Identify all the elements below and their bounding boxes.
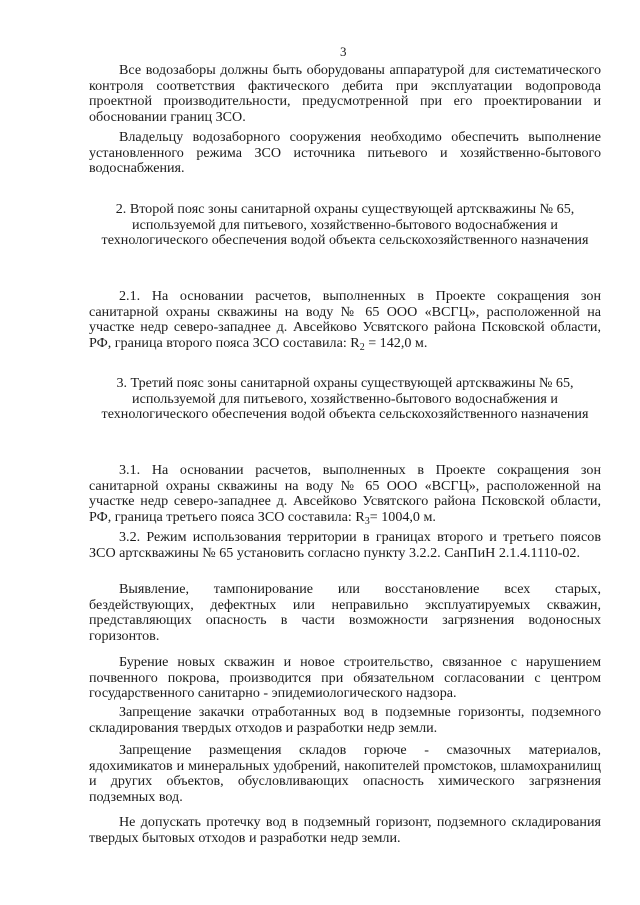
paragraph-2-1-text: 2.1. На основании расчетов, выполненных в Проекте сокращения зон санитарной охраны скважины на воду № 65 ООО «ВСГЦ», расположенной на участке недр северо-западнее д. Авсейково Усвятского района Псковской области, РФ, граница второго пояса ЗСО составила: R [89, 288, 601, 351]
paragraph-water-intake-equipment: Все водозаборы должны быть оборудованы аппаратурой для систематического контроля соответствия фактического дебита при эксплуатации водопровода проектной производительности, предусмотренной при его проектировании и обосновании границ ЗСО. [89, 62, 601, 125]
paragraph-3-1-third-belt-boundary [89, 463, 601, 525]
paragraph-2-1-second-belt-boundary [89, 289, 601, 351]
paragraph-3-1-text: 3.1. На основании расчетов, выполненных в Проекте сокращения зон санитарной охраны скважины на воду № 65 ООО «ВСГЦ», расположенной на участке недр северо-западнее д. Авсейково Усвятского района Псковской области, РФ, граница третьего пояса ЗСО составила: R [89, 462, 601, 525]
paragraph-ban-storage: Запрещение размещения складов горюче - смазочных материалов, ядохимикатов и минеральных удобрений, накопителей промстоков, шламохранилищ и других объектов, обусловливающих опасность химического загрязнения подземных вод. [89, 742, 601, 805]
paragraph-new-drilling: Бурение новых скважин и новое строительство, связанное с нарушением почвенного покрова, производится при обязательном согласовании с центром государственного санитарно - эпидемиологического надзора. [89, 654, 601, 702]
radius-value-3: = 1004,0 м. [369, 508, 436, 525]
paragraph-ban-injection: Запрещение закачки отработанных вод в подземные горизонты, подземного складирования твердых отходов и разработки недр земли. [89, 704, 601, 736]
paragraph-detect-wells: Выявление, тампонирование или восстановление всех старых, бездействующих, дефектных или неправильно эксплуатируемых скважин, представляющих опасность в части возможности загрязнения водоносных горизонтов. [89, 581, 601, 644]
section-heading-third-belt: 3. Третий пояс зоны санитарной охраны существующей артскважины № 65, используемой для питьевого, хозяйственно-бытового водоснабжения и технологического обеспечения водой объекта сельскохозяйственного назначения [101, 375, 589, 423]
radius-subscript-3: 3 [364, 515, 370, 527]
paragraph-owner-obligation: Владельцу водозаборного сооружения необходимо обеспечить выполнение установленного режима ЗСО источника питьевого и хозяйственно-бытового водоснабжения. [89, 129, 601, 177]
paragraph-no-leak: Не допускать протечку вод в подземный горизонт, подземного складирования твердых бытовых отходов и разработки недр земли. [89, 814, 601, 846]
paragraph-3-2-usage-regime: 3.2. Режим использования территории в границах второго и третьего поясов ЗСО артскважины № 65 установить согласно пункту 3.2.2. СанПиН 2.1.4.1110-02. [89, 529, 601, 561]
page-number: 3 [340, 44, 347, 59]
radius-subscript-2: 2 [359, 341, 365, 353]
radius-value-2: = 142,0 м. [364, 334, 428, 351]
section-heading-second-belt: 2. Второй пояс зоны санитарной охраны существующей артскважины № 65, используемой для питьевого, хозяйственно-бытового водоснабжения и технологического обеспечения водой объекта сельскохозяйственного назначения [101, 201, 589, 249]
